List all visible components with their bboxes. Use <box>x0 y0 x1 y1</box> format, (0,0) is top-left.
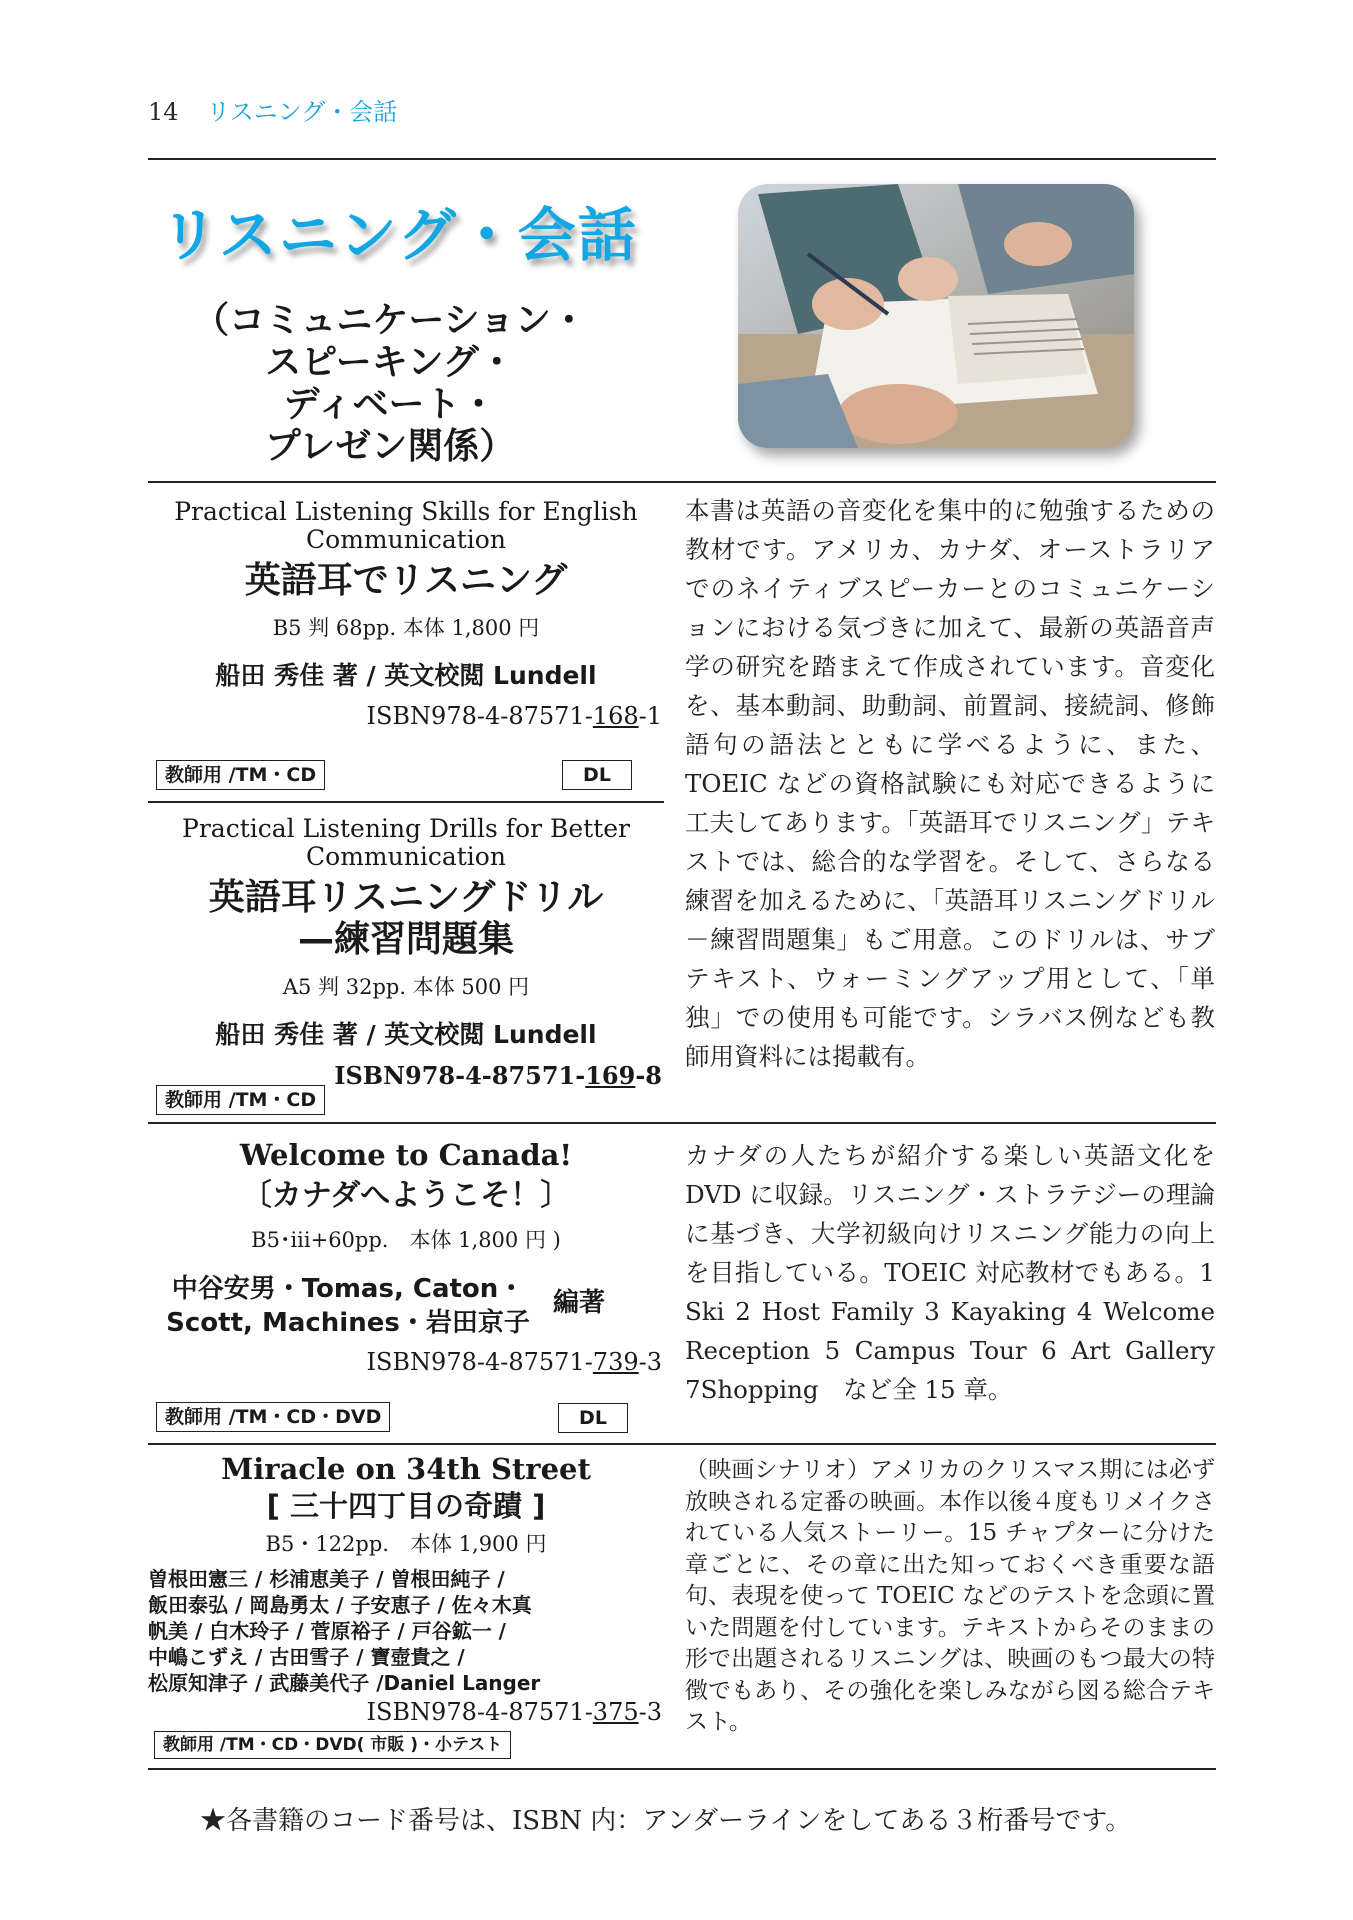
book-jp-title: 英語耳でリスニング <box>244 560 568 601</box>
section-rule <box>148 1768 1216 1770</box>
author-line: 帆美 / 白木玲子 / 菅原裕子 / 戸谷鉱一 / <box>148 1619 506 1643</box>
book-isbn <box>148 1348 664 1376</box>
book-authors-lines <box>148 1272 548 1340</box>
book-spec: A5 判 32pp. 本体 500 円 <box>282 975 530 999</box>
teacher-material-tag: 教師用 /TM・CD <box>156 1085 325 1115</box>
section-rule <box>148 1443 1216 1445</box>
teacher-material-tag: 教師用 /TM・CD・DVD <box>156 1402 390 1432</box>
isbn-suffix: -3 <box>638 1348 662 1376</box>
book-en-title: Practical Listening Skills for English Communication <box>174 497 638 554</box>
students-studying-photo <box>738 184 1134 448</box>
book-entry <box>148 815 664 1090</box>
book-authors: 船田 秀佳 著 / 英文校閲 Lundell <box>215 661 597 690</box>
isbn-suffix: -3 <box>638 1698 662 1726</box>
book-en-title: Miracle on 34th Street <box>221 1452 591 1486</box>
book-entry <box>148 1138 664 1376</box>
book-jp-title <box>148 877 664 961</box>
book-spec: B5･iii+60pp. 本体 1,800 円 ) <box>251 1228 561 1252</box>
section-rule <box>148 481 1216 483</box>
hero-subtitle <box>150 300 630 468</box>
book-authors: 船田 秀佳 著 / 英文校閲 Lundell <box>215 1020 597 1049</box>
book-spec: B5・122pp. 本体 1,900 円 <box>265 1532 547 1556</box>
book-authors <box>148 1272 664 1342</box>
book-description: （映画シナリオ）アメリカのクリスマス期には必ず放映される定番の映画。本作以後４度もリメイクされている人気ストーリー。15 チャプターに分けた章ごとに、その章に出た知っておくべき重要な語句、表現を使って TOEIC などのテストを念頭に置いた問題を付しています。テキストからそのままの形で出題されるリスニングは、映画のもつ最大の特徴でもあり、その強化を楽しみながら図る総合テキスト。 <box>685 1457 1215 1735</box>
isbn-suffix: -1 <box>638 702 662 730</box>
teacher-material-tag: 教師用 /TM・CD <box>156 760 325 790</box>
isbn-prefix: ISBN978-4-87571- <box>334 1061 586 1090</box>
hero-title: リスニング・会話 <box>160 201 638 269</box>
book-entry <box>148 1452 664 1726</box>
entry-rule <box>148 801 664 803</box>
author-role: 編著 <box>553 1288 606 1318</box>
book-jp-title: [ 三十四丁目の奇蹟 ] <box>266 1489 546 1523</box>
author-line: Scott, Machines・岩田京子 <box>166 1308 530 1338</box>
hero-subtitle-line: ディベート・ <box>283 384 497 425</box>
book-entry <box>148 498 664 730</box>
footer-note: ★各書籍のコード番号は、ISBN 内：アンダーラインをしてある３桁番号です。 <box>200 1806 1132 1836</box>
hero-subtitle-line: （コミュニケーション・ <box>193 300 587 341</box>
dl-badge: DL <box>562 760 632 790</box>
section-label: リスニング・会話 <box>206 98 398 126</box>
book-isbn <box>148 1698 664 1726</box>
book-description: カナダの人たちが紹介する楽しい英語文化を DVD に収録。リスニング・ストラテジーの理論に基づき、大学初級向けリスニング能力の向上を目指している。TOEIC 対応教材でもある。1 Ski 2 Host Family 3 Kayaking 4 Welcome Reception 5 Campus Tour 6 Art Gallery 7Shopping など全 15 章。 <box>685 1141 1215 1404</box>
book-en-title: Welcome to Canada! <box>239 1138 573 1172</box>
section-rule <box>148 1122 1216 1124</box>
page-header <box>148 92 397 127</box>
isbn-suffix: -8 <box>635 1061 662 1090</box>
author-line: 飯田泰弘 / 岡島勇太 / 子安恵子 / 佐々木真 <box>148 1593 532 1617</box>
isbn-code: 169 <box>585 1061 636 1090</box>
isbn-prefix: ISBN978-4-87571- <box>366 1698 593 1726</box>
book-jp-title-line: 英語耳リスニングドリル <box>208 877 604 918</box>
isbn-code: 375 <box>592 1698 639 1726</box>
isbn-prefix: ISBN978-4-87571- <box>366 702 593 730</box>
author-line: 中嶋こずえ / 古田雪子 / 寶壺貴之 / <box>148 1645 465 1669</box>
book-spec: B5 判 68pp. 本体 1,800 円 <box>272 616 540 640</box>
book-isbn <box>148 702 664 730</box>
book-authors <box>148 1566 664 1696</box>
author-line: 曽根田憲三 / 杉浦恵美子 / 曽根田純子 / <box>148 1567 505 1591</box>
isbn-code: 739 <box>592 1348 639 1376</box>
author-line: 松原知津子 / 武藤美代子 /Daniel Langer <box>148 1671 541 1695</box>
book-jp-title: 〔カナダへようこそ！〕 <box>241 1178 571 1213</box>
book-en-title: Practical Listening Drills for Better Communication <box>182 814 630 871</box>
hero-subtitle-line: プレゼン関係） <box>264 426 516 467</box>
book-jp-title-line: —練習問題集 <box>297 919 514 960</box>
header-rule <box>148 158 1216 160</box>
isbn-prefix: ISBN978-4-87571- <box>366 1348 593 1376</box>
teacher-material-tag: 教師用 /TM・CD・DVD( 市販 )・小テスト <box>154 1731 511 1759</box>
isbn-code: 168 <box>592 702 639 730</box>
page-number: 14 <box>148 98 179 126</box>
hero-subtitle-line: スピーキング・ <box>265 342 515 383</box>
dl-badge: DL <box>558 1403 628 1433</box>
book-description: 本書は英語の音変化を集中的に勉強するための教材です。アメリカ、カナダ、オーストラリアでのネイティブスピーカーとのコミュニケーションにおける気づきに加えて、最新の英語音声学の研究を踏まえて作成されています。音変化を、基本動詞、助動詞、前置詞、接続詞、修飾語句の語法とともに学べるように、また、TOEIC などの資格試験にも対応できるように工夫してあります。「英語耳でリスニング」テキストでは、総合的な学習を。そして、さらなる練習を加えるために、「英語耳リスニングドリル－練習問題集」もご用意。このドリルは、サブテキスト、ウォーミングアップ用として、「単独」での使用も可能です。シラバス例なども教師用資料には掲載有。 <box>685 496 1215 1071</box>
author-line: 中谷安男・Tomas, Caton・ <box>171 1274 525 1304</box>
